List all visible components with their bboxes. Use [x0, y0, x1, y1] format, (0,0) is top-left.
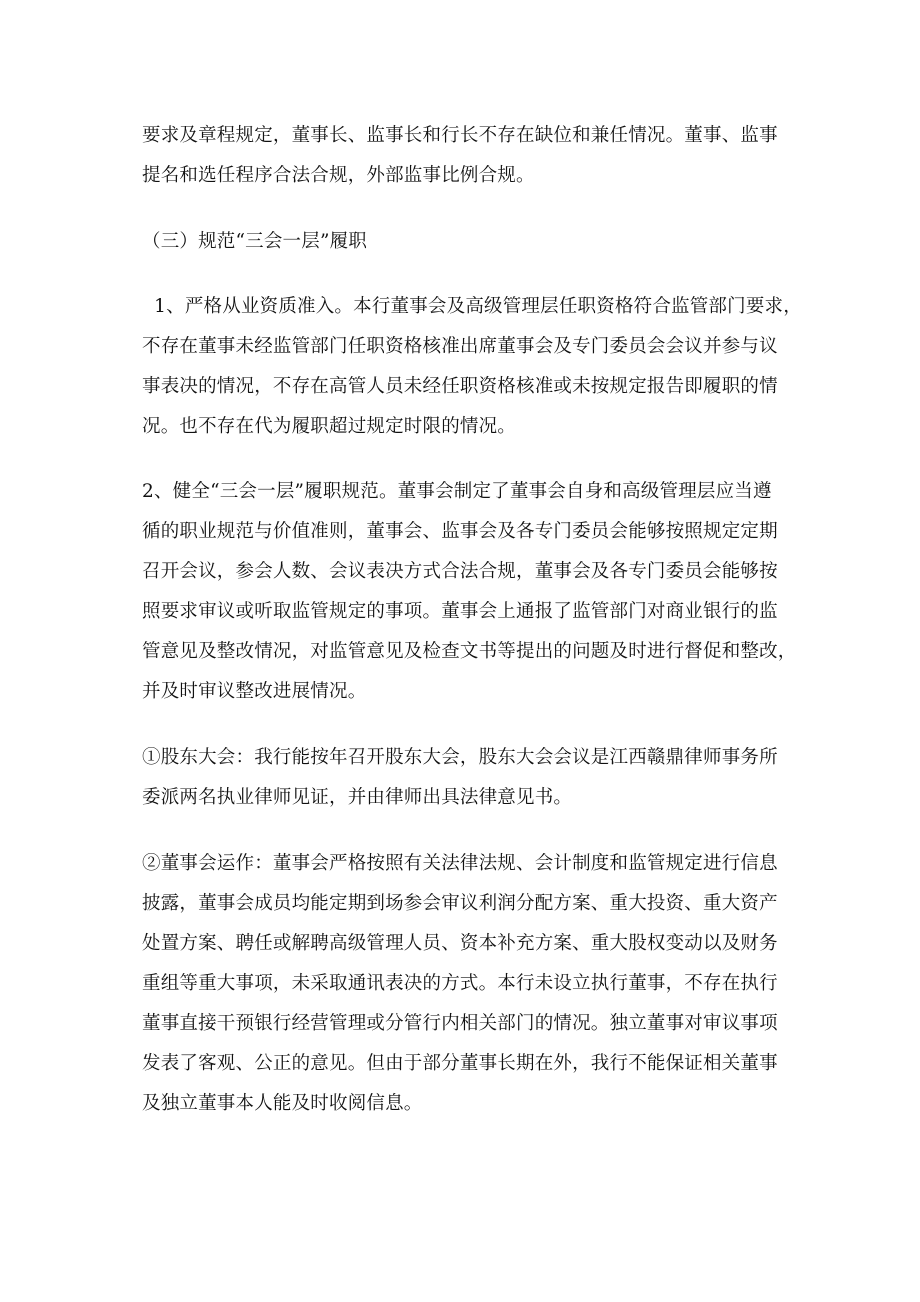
text-line: （三）规范“三会一层”履职	[142, 231, 368, 252]
text-line: 委派两名执业律师见证，并由律师出具法律意见书。	[142, 787, 573, 808]
text-line: 不存在董事未经监管部门任职资格核准出席董事会及专门委员会会议并参与议	[142, 336, 778, 357]
text-line: 照要求审议或听取监管规定的事项。董事会上通报了监管部门对商业银行的监	[142, 601, 778, 622]
text-line: 并及时审议整改进展情况。	[142, 681, 367, 702]
text-line: 2、健全“三会一层”履职规范。董事会制定了董事会自身和高级管理层应当遵	[142, 481, 772, 502]
text-line: 提名和选任程序合法合规，外部监事比例合规。	[142, 165, 535, 186]
text-line: 重组等重大事项，未采取通讯表决的方式。本行未设立执行董事，不存在执行	[142, 973, 778, 994]
text-line: 及独立董事本人能及时收阅信息。	[142, 1093, 423, 1114]
text-line: 要求及章程规定，董事长、监事长和行长不存在缺位和兼任情况。董事、监事	[142, 125, 778, 146]
text-line: ②董事会运作：董事会严格按照有关法律法规、会计制度和监管规定进行信息	[142, 853, 778, 874]
text-line: ①股东大会：我行能按年召开股东大会，股东大会会议是江西赣鼎律师事务所	[142, 747, 778, 768]
text-line: 事表决的情况，不存在高管人员未经任职资格核准或未按规定报告即履职的情	[142, 376, 778, 397]
text-line: 1、严格从业资质准入。本行董事会及高级管理层任职资格符合监管部门要求，	[142, 296, 802, 317]
text-line: 处置方案、聘任或解聘高级管理人员、资本补充方案、重大股权变动以及财务	[142, 933, 778, 954]
text-line: 董事直接干预银行经营管理或分管行内相关部门的情况。独立董事对审议事项	[142, 1013, 778, 1034]
text-line: 管意见及整改情况，对监管意见及检查文书等提出的问题及时进行督促和整改，	[142, 641, 797, 662]
text-line: 循的职业规范与价值准则，董事会、监事会及各专门委员会能够按照规定定期	[142, 521, 778, 542]
text-line: 披露，董事会成员均能定期到场参会审议利润分配方案、重大投资、重大资产	[142, 893, 778, 914]
text-line: 召开会议，参会人数、会议表决方式合法合规，董事会及各专门委员会能够按	[142, 561, 778, 582]
text-line: 发表了客观、公正的意见。但由于部分董事长期在外，我行不能保证相关董事	[142, 1053, 778, 1074]
text-line: 况。也不存在代为履职超过规定时限的情况。	[142, 416, 517, 437]
